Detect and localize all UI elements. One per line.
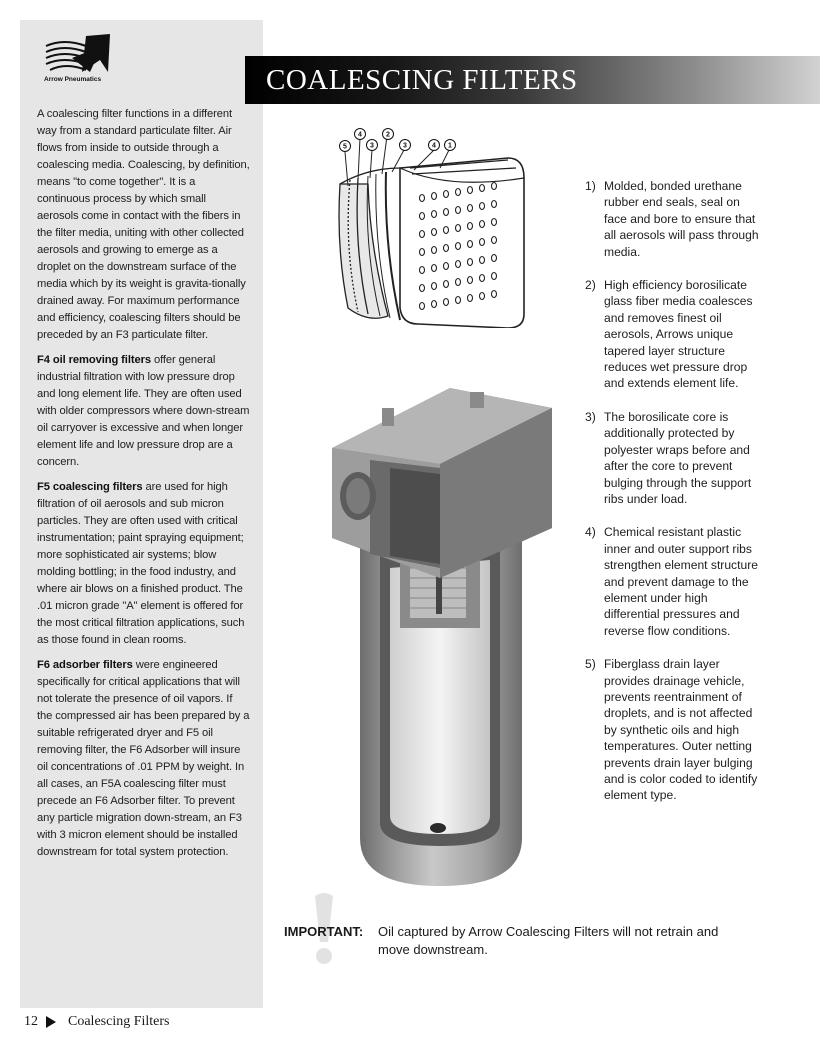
item-text: Molded, bonded urethane rubber end seals, seal on face and bore to ensure that all aerosols will pass through media. <box>604 179 759 259</box>
important-label: IMPORTANT: <box>284 924 364 939</box>
callout-label: 2 <box>386 131 390 139</box>
item-number: 3) <box>585 409 596 424</box>
page-footer <box>24 1014 170 1030</box>
item-number: 1) <box>585 179 596 193</box>
f4-title: F4 oil removing filters <box>37 354 151 366</box>
sidebar-text <box>37 106 250 869</box>
features-list <box>585 178 761 821</box>
list-item <box>585 656 761 804</box>
f5-paragraph <box>37 479 250 649</box>
play-arrow-icon <box>46 1016 56 1028</box>
item-text: Chemical resistant plastic inner and outer support ribs strengthen element structure and prevent damage to the element under high differential pressures and reverse flow conditions. <box>604 525 758 638</box>
f6-title: F6 adsorber filters <box>37 659 133 671</box>
callout-label: 4 <box>432 142 436 150</box>
callout-label: 5 <box>343 143 347 151</box>
logo-text: Arrow Pneumatics <box>44 76 102 83</box>
title-banner <box>245 56 820 104</box>
callout-label: 3 <box>403 142 407 150</box>
page-number: 12 <box>24 1014 38 1029</box>
f5-text: are used for high filtration of oil aerosols and sub micron particles. They are often used with critical instrumentation; paint spraying equipment; more sophisticated air systems; blow molding bottling; in the food industry, and where air blows on a finished product. The .01 micron grade "A" element is offered for the most critical filtration applications, such as those found in clean rooms. <box>37 481 245 646</box>
callout-label: 4 <box>358 131 362 139</box>
footer-section: Coalescing Filters <box>68 1014 170 1029</box>
item-text: The borosilicate core is additionally protected by polyester wraps before and after the core to prevent bulging through the support ribs under load. <box>604 409 752 506</box>
list-item <box>585 409 761 507</box>
item-text: High efficiency borosilicate glass fiber media coalesces and removes finest oil aerosols, Arrows unique tapered layer structure reduces wet pressure drop and extends element life. <box>604 278 753 391</box>
f4-paragraph <box>37 352 250 471</box>
intro-paragraph: A coalescing filter functions in a different way from a standard particulate filter. Air flows from inside to outside through a coalescing media. Coalescing, by definition, means "to come together". It is a continuous process by which small aerosols come in contact with the fibers in the filter media, uniting with other collected aerosols and growing to emerge as a droplet on the downstream surface of the media which by its weight is gravita-tionally drained away. For maximum performance and efficiency, coalescing filters should be preceded by an F3 particulate filter. <box>37 108 250 341</box>
filter-element-cutaway <box>328 128 536 328</box>
f5-title: F5 coalescing filters <box>37 481 143 493</box>
important-text: Oil captured by Arrow Coalescing Filters will not retrain and move downstream. <box>378 924 719 957</box>
f4-text: offer general industrial filtration with low pressure drop and long element life. They are often used with older compressors where down-stream oil carryover is excessive and when longer element life and low pressure drop are a concern. <box>37 354 250 468</box>
arrow-logo-icon <box>42 32 114 92</box>
callout-label: 1 <box>448 142 452 150</box>
page-title: COALESCING FILTERS <box>266 64 578 96</box>
item-number: 2) <box>585 278 596 293</box>
item-number: 4) <box>585 525 596 540</box>
item-text: Fiberglass drain layer provides drainage vehicle, prevents reentrainment of droplets, and is not affected by synthetic oils and high temperatures. Outer netting prevents drain layer bulging and is color coded to identify element type. <box>604 657 758 803</box>
callout-label: 3 <box>370 142 374 150</box>
f6-text: were engineered specifically for critical applications that will not tolerate the presence of oil vapors. If the compressed air has been prepared by a suitable refrigerated dryer and F5 oil removing filter, the F6 Adsorber will insure oil concentrations of .01 PPM by weight. In all cases, an F5A coalescing filter must precede an F6 Adsorber filter. To prevent any particle migration down-stream, an F3 with 3 micron element should be installed downstream for total system protection. <box>37 659 250 858</box>
list-item <box>585 277 761 392</box>
list-item <box>585 524 761 639</box>
item-number: 5) <box>585 657 596 672</box>
filter-housing-illustration <box>330 368 552 888</box>
f6-paragraph <box>37 657 250 861</box>
list-item <box>585 178 761 260</box>
